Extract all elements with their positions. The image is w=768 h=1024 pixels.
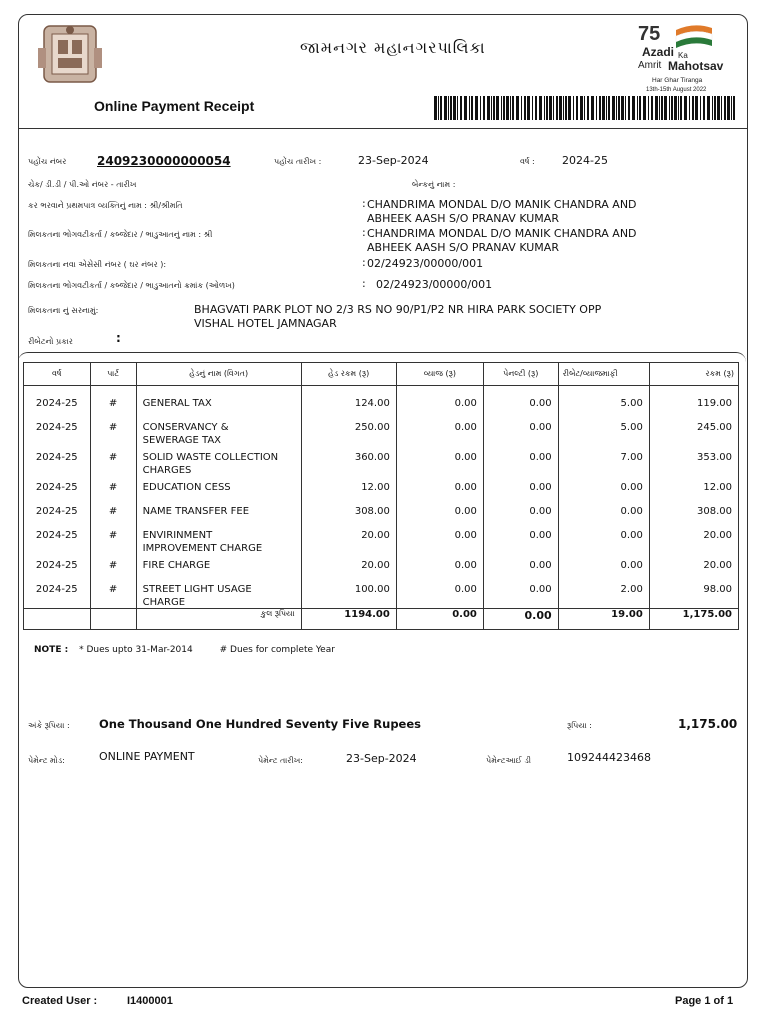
row-head-line1: SOLID WASTE COLLECTION (142, 452, 279, 463)
row-interest: 0.00 (396, 578, 483, 609)
payment-mode-value: ONLINE PAYMENT (99, 750, 195, 763)
row-total: 98.00 (649, 578, 738, 609)
table-row (24, 500, 739, 524)
total-rebate: 19.00 (558, 609, 649, 630)
col-total: રકમ (રૂ) (649, 363, 738, 386)
year-label: વર્ષ : (520, 157, 535, 166)
occ-no-value: 02/24923/00000/001 (376, 278, 493, 291)
row-year: 2024-25 (24, 578, 91, 609)
row-penalty: 0.00 (483, 578, 558, 609)
row-head-name (136, 524, 301, 554)
col-head-name: હેડનું નામ (વિગત) (136, 363, 301, 386)
organization-name: જામનગર મહાનગરપાલિકા (300, 38, 486, 57)
row-rebate: 5.00 (558, 416, 649, 446)
row-penalty: 0.00 (483, 554, 558, 578)
payment-mode-label: પેમેન્ટ મોડ: (28, 756, 65, 765)
row-head-line2: CHARGES (142, 465, 192, 476)
total-head-amount: 1194.00 (301, 609, 396, 630)
payer-colon: : (362, 197, 366, 210)
row-head-line1: NAME TRANSFER FEE (142, 506, 250, 517)
row-rebate: 0.00 (558, 554, 649, 578)
created-user-label: Created User : (22, 995, 98, 1007)
row-total: 20.00 (649, 554, 738, 578)
row-year: 2024-25 (24, 416, 91, 446)
payer-line2: ABHEEK AASH S/O PRANAV KUMAR (367, 212, 559, 225)
row-interest: 0.00 (396, 386, 483, 417)
rupees-value: 1,175.00 (678, 717, 738, 731)
row-head-name (136, 554, 301, 578)
total-amount: 1,175.00 (649, 609, 738, 630)
table-row (24, 446, 739, 476)
row-head-line1: GENERAL TAX (142, 398, 212, 409)
new-acc-label: મિલકતના નવા એસેસી નંબર ( ઘર નંબર ): (28, 260, 167, 269)
row-part: # (90, 416, 136, 446)
payer-label: કર ભરવાને પ્રથમપાત્ર વ્યક્તિનું નામ : શ્રી/શ્રીમતિ (28, 201, 183, 210)
new-acc-colon: : (362, 256, 366, 269)
total-row (24, 609, 739, 630)
note-item-2: # Dues for complete Year (219, 645, 335, 655)
amount-words: One Thousand One Hundred Seventy Five Rupees (99, 717, 421, 731)
payment-id-label: પેમેન્ટઆઈ ડી (486, 756, 532, 765)
occ-no-label: મિલકતના ભોગવટીકર્તા / કબ્જેદાર / ભાડુઆતનો ક્રમાંક (ઓળખ) (28, 281, 235, 290)
row-penalty: 0.00 (483, 416, 558, 446)
row-head-amount: 308.00 (301, 500, 396, 524)
row-interest: 0.00 (396, 446, 483, 476)
row-head-name (136, 578, 301, 609)
row-head-line1: ENVIRINMENT (142, 530, 213, 541)
row-rebate: 5.00 (558, 386, 649, 417)
row-total: 353.00 (649, 446, 738, 476)
table-row (24, 386, 739, 417)
receipt-date-value: 23-Sep-2024 (358, 154, 429, 167)
col-part: પાર્ટ (90, 363, 136, 386)
header-divider (18, 128, 748, 129)
table-row (24, 554, 739, 578)
row-head-name (136, 386, 301, 417)
rupees-label: રૂપિયા : (567, 721, 593, 730)
badge-line1: Azadi (642, 45, 675, 59)
col-penalty: પેનલ્ટી (રૂ) (483, 363, 558, 386)
row-year: 2024-25 (24, 524, 91, 554)
col-year: વર્ષ (24, 363, 91, 386)
row-penalty: 0.00 (483, 476, 558, 500)
row-head-amount: 12.00 (301, 476, 396, 500)
row-part: # (90, 500, 136, 524)
row-head-name (136, 476, 301, 500)
address-line2: VISHAL HOTEL JAMNAGAR (194, 317, 337, 330)
total-label: કુલ રૂપિયા (136, 609, 301, 630)
row-penalty: 0.00 (483, 446, 558, 476)
row-penalty: 0.00 (483, 500, 558, 524)
note-label: NOTE : (34, 645, 69, 655)
address-label: મિલકતના નું સરનામું: (28, 306, 99, 315)
municipal-seal-logo (34, 22, 106, 86)
total-penalty: 0.00 (483, 609, 558, 630)
receipt-title: Online Payment Receipt (94, 98, 255, 114)
payer-line1: CHANDRIMA MONDAL D/O MANIK CHANDRA AND (367, 198, 637, 211)
rebate-type-label: રીબેટનો પ્રકાર (28, 337, 73, 346)
row-part: # (90, 524, 136, 554)
row-part: # (90, 578, 136, 609)
row-total: 308.00 (649, 500, 738, 524)
azadi-ka-amrit-mahotsav-logo (634, 20, 734, 94)
payment-date-label: પેમેન્ટ તારીખ: (258, 756, 304, 765)
cheque-label: ચેક/ ડી.ડી / પી.ઓ નંબર - તારીખ (28, 180, 137, 189)
row-year: 2024-25 (24, 476, 91, 500)
row-year: 2024-25 (24, 500, 91, 524)
row-head-amount: 20.00 (301, 524, 396, 554)
new-acc-value: 02/24923/00000/001 (367, 257, 484, 270)
occupant-label: મિલકતના ભોગવટીકર્તા / કબ્જેદાર / ભાડુઆતનું નામ : શ્રી (28, 230, 213, 239)
row-head-line2: CHARGE (142, 597, 186, 608)
row-head-name (136, 416, 301, 446)
total-interest: 0.00 (396, 609, 483, 630)
receipt-no-label: પહોંચ નંબર (28, 157, 67, 166)
year-value: 2024-25 (562, 154, 608, 167)
row-rebate: 7.00 (558, 446, 649, 476)
row-total: 12.00 (649, 476, 738, 500)
row-interest: 0.00 (396, 416, 483, 446)
row-rebate: 0.00 (558, 524, 649, 554)
address-line1: BHAGVATI PARK PLOT NO 2/3 RS NO 90/P1/P2 NR HIRA PARK SOCIETY OPP (194, 303, 602, 316)
total-empty-2 (90, 609, 136, 630)
badge-line2b: Mahotsav (668, 59, 724, 73)
badge-line4: 13th-15th August 2022 (646, 87, 707, 93)
row-interest: 0.00 (396, 500, 483, 524)
row-head-line1: CONSERVANCY & (142, 422, 229, 433)
table-row (24, 524, 739, 554)
table-row (24, 578, 739, 609)
badge-line3: Har Ghar Tiranga (652, 77, 703, 84)
row-head-amount: 360.00 (301, 446, 396, 476)
row-head-amount: 250.00 (301, 416, 396, 446)
row-year: 2024-25 (24, 554, 91, 578)
row-head-amount: 100.00 (301, 578, 396, 609)
note-item-1: * Dues upto 31-Mar-2014 (79, 645, 193, 655)
row-interest: 0.00 (396, 476, 483, 500)
table-row (24, 476, 739, 500)
payment-date-value: 23-Sep-2024 (346, 752, 417, 765)
note (34, 645, 335, 655)
badge-line2: Amrit (638, 60, 662, 71)
payment-id-value: 109244423468 (567, 751, 651, 764)
row-head-name (136, 500, 301, 524)
row-head-amount: 124.00 (301, 386, 396, 417)
row-interest: 0.00 (396, 524, 483, 554)
row-penalty: 0.00 (483, 386, 558, 417)
badge-line1b: Ka (678, 51, 688, 60)
rebate-type-colon: : (116, 331, 121, 345)
row-head-name (136, 446, 301, 476)
receipt-date-label: પહોંચ તારીખ : (274, 157, 322, 166)
row-head-line1: STREET LIGHT USAGE (142, 584, 252, 595)
row-rebate: 0.00 (558, 476, 649, 500)
page-number: Page 1 of 1 (675, 995, 734, 1007)
col-head-amount: હેડ રકમ (રૂ) (301, 363, 396, 386)
occupant-colon: : (362, 226, 366, 239)
row-year: 2024-25 (24, 446, 91, 476)
row-head-amount: 20.00 (301, 554, 396, 578)
occupant-line2: ABHEEK AASH S/O PRANAV KUMAR (367, 241, 559, 254)
row-total: 245.00 (649, 416, 738, 446)
row-rebate: 0.00 (558, 500, 649, 524)
row-total: 119.00 (649, 386, 738, 417)
occ-no-colon: : (362, 277, 366, 290)
row-part: # (90, 476, 136, 500)
row-part: # (90, 386, 136, 417)
table-header-row (24, 363, 739, 386)
tax-table (23, 362, 739, 630)
row-penalty: 0.00 (483, 524, 558, 554)
amount-words-label: અંકે રૂપિયા : (28, 721, 70, 730)
row-year: 2024-25 (24, 386, 91, 417)
col-rebate: રીબેટ/વ્યાજમાફી (558, 363, 649, 386)
created-user-value: I1400001 (127, 995, 173, 1007)
total-empty-1 (24, 609, 91, 630)
table-row (24, 416, 739, 446)
row-head-line1: FIRE CHARGE (142, 560, 211, 571)
receipt-no-value: 2409230000000054 (97, 154, 231, 168)
row-total: 20.00 (649, 524, 738, 554)
barcode (434, 96, 736, 120)
bank-label: બેન્કનું નામ : (412, 180, 456, 189)
row-head-line1: EDUCATION CESS (142, 482, 231, 493)
row-part: # (90, 554, 136, 578)
col-interest: વ્યાજ (રૂ) (396, 363, 483, 386)
row-rebate: 2.00 (558, 578, 649, 609)
row-head-line2: SEWERAGE TAX (142, 435, 222, 446)
row-interest: 0.00 (396, 554, 483, 578)
row-head-line2: IMPROVEMENT CHARGE (142, 543, 263, 554)
row-part: # (90, 446, 136, 476)
occupant-line1: CHANDRIMA MONDAL D/O MANIK CHANDRA AND (367, 227, 637, 240)
badge-number: 75 (638, 23, 661, 45)
